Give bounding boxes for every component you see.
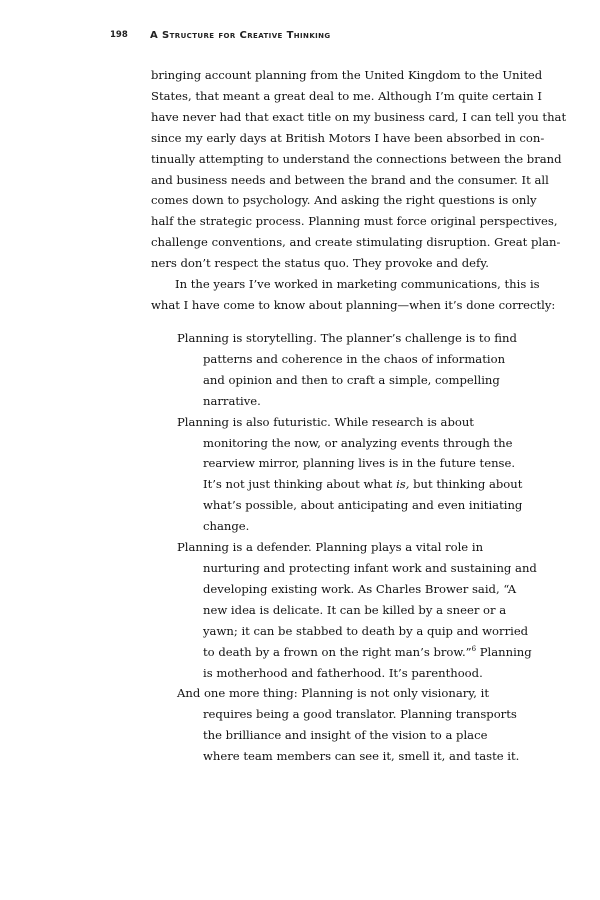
text-line: and business needs and between the brand and the consumer. It all — [151, 172, 549, 187]
text-line: requires being a good translator. Planning transports — [203, 707, 517, 722]
text-fragment: It’s not just thinking about what — [203, 477, 397, 492]
text-line: where team members can see it, smell it, and taste it. — [203, 749, 520, 764]
list-item-futuristic — [177, 412, 527, 537]
text-fragment: Planning — [476, 644, 532, 659]
text-line: Planning is also futuristic. While research is about — [177, 414, 474, 429]
text-line — [177, 474, 527, 495]
text-line: half the strategic process. Planning must force original perspectives, — [151, 214, 558, 229]
text-line: Planning is storytelling. The planner’s challenge is to find — [177, 331, 517, 345]
body-text — [151, 65, 567, 316]
text-line: nurturing and protecting infant work and sustaining and — [203, 560, 537, 575]
paragraph-2 — [151, 274, 556, 316]
text-line: narrative. — [203, 393, 261, 408]
text-line: Planning is a defender. Planning plays a vital role in — [177, 540, 484, 555]
text-line: States, that meant a great deal to me. Although I’m quite certain I — [151, 88, 543, 103]
text-line: is motherhood and fatherhood. It’s parenthood. — [203, 665, 483, 680]
text-fragment: to death by a frown on the right man’s brow.” — [203, 644, 472, 659]
page-header — [110, 30, 530, 44]
text-line: rearview mirror, planning lives is in the future tense. — [203, 456, 516, 471]
text-line: monitoring the now, or analyzing events through the — [203, 435, 513, 450]
text-line: patterns and coherence in the chaos of information — [203, 351, 506, 366]
list-item-storytelling — [177, 328, 527, 412]
page-number: 198 — [110, 30, 128, 40]
text-line: bringing account planning from the United Kingdom to the United — [151, 68, 543, 82]
text-line: what’s possible, about anticipating and even initiating — [203, 498, 523, 513]
text-line: what I have come to know about planning—when it’s done correctly: — [151, 297, 556, 312]
text-line: ners don’t respect the status quo. They provoke and defy. — [151, 256, 489, 271]
text-line: challenge conventions, and create stimulating disruption. Great plan- — [151, 235, 561, 250]
text-line: yawn; it can be stabbed to death by a quip and worried — [203, 623, 529, 638]
text-line: the brilliance and insight of the vision to a place — [203, 728, 488, 743]
text-line: and opinion and then to craft a simple, compelling — [203, 372, 500, 387]
text-line: tinually attempting to understand the connections between the brand — [151, 151, 562, 166]
text-fragment: but thinking about — [409, 477, 523, 492]
text-line: have never had that exact title on my business card, I can tell you that — [151, 109, 567, 124]
text-line: since my early days at British Motors I have been absorbed in con- — [151, 130, 545, 145]
text-line: change. — [203, 519, 250, 534]
emphasis-is: is, — [396, 477, 410, 492]
text-line: new idea is delicate. It can be killed by a sneer or a — [203, 602, 507, 617]
text-line: developing existing work. As Charles Brower said, “A — [203, 581, 517, 596]
list-item-defender — [177, 537, 537, 683]
paragraph-1 — [151, 65, 567, 274]
text-line: In the years I’ve worked in marketing communications, this is — [175, 277, 540, 292]
text-line — [177, 642, 532, 663]
planning-list — [177, 328, 537, 767]
list-item-translator — [177, 683, 527, 767]
footnote-marker: 6 — [471, 644, 477, 653]
text-line: comes down to psychology. And asking the right questions is only — [151, 193, 537, 208]
running-head: A Structure for Creative Thinking — [150, 30, 331, 41]
text-line: And one more thing: Planning is not only visionary, it — [177, 686, 490, 701]
